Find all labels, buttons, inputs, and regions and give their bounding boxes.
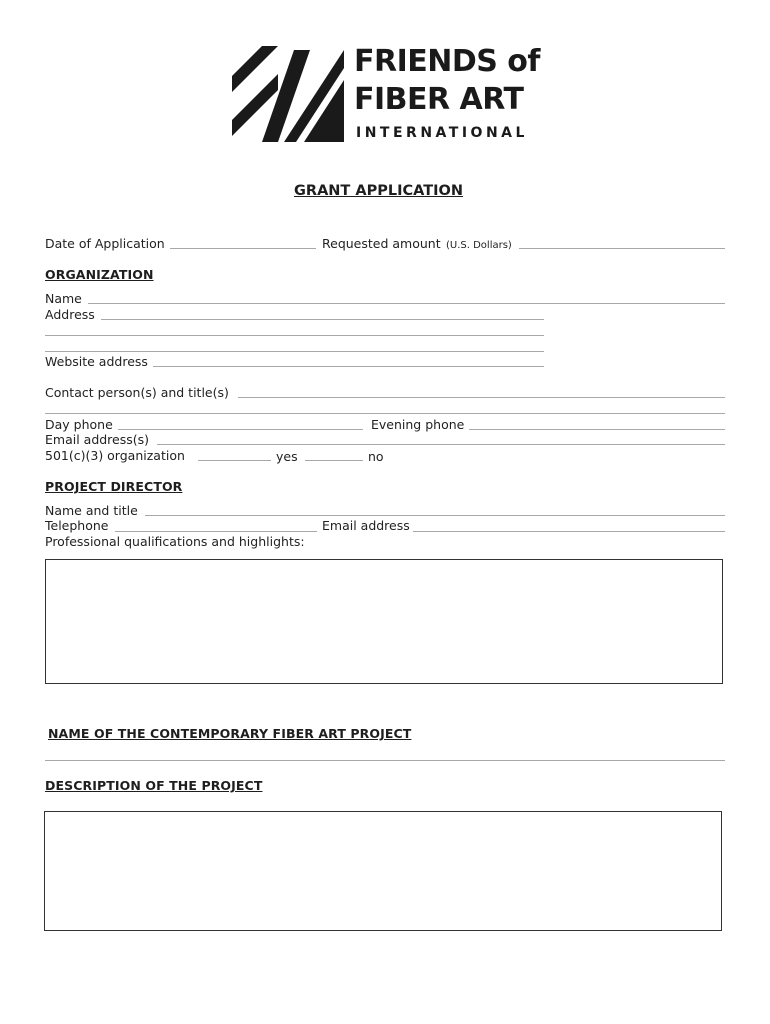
pd-name-title-label: Name and title — [45, 503, 138, 518]
amount-field[interactable] — [519, 248, 725, 249]
contact-field-2[interactable] — [45, 413, 725, 414]
org-email-field[interactable] — [157, 444, 725, 445]
no-label: no — [368, 449, 384, 464]
pd-telephone-label: Telephone — [45, 518, 109, 533]
amount-unit: (U.S. Dollars) — [446, 240, 512, 251]
nonprofit-label: 501(c)(3) organization — [45, 448, 185, 463]
contact-field-1[interactable] — [238, 397, 725, 398]
qualifications-label: Professional qualifications and highlights: — [45, 534, 305, 549]
pd-email-label: Email address — [322, 518, 410, 533]
org-address-field-1[interactable] — [101, 319, 544, 320]
organization-heading: ORGANIZATION — [45, 267, 154, 282]
nonprofit-yes-field[interactable] — [198, 460, 271, 461]
date-label: Date of Application — [45, 236, 165, 251]
amount-label: Requested amount — [322, 236, 441, 251]
project-name-field[interactable] — [45, 760, 725, 761]
org-name-field[interactable] — [88, 303, 725, 304]
evening-phone-label: Evening phone — [371, 417, 465, 432]
project-director-heading: PROJECT DIRECTOR — [45, 479, 183, 494]
yes-label: yes — [276, 449, 298, 464]
website-label: Website address — [45, 354, 148, 369]
description-heading: DESCRIPTION OF THE PROJECT — [45, 778, 263, 793]
logo-line-2: FIBER ART — [354, 82, 524, 117]
date-field[interactable] — [170, 248, 316, 249]
org-email-label: Email address(s) — [45, 432, 150, 447]
pd-telephone-field[interactable] — [115, 531, 317, 532]
qualifications-textbox[interactable] — [45, 559, 723, 684]
org-address-field-2[interactable] — [45, 335, 544, 336]
pd-name-title-field[interactable] — [145, 515, 725, 516]
logo — [230, 44, 540, 144]
org-address-label: Address — [45, 307, 95, 322]
pd-email-field[interactable] — [413, 531, 725, 532]
contact-label: Contact person(s) and title(s) — [45, 385, 229, 400]
logo-line-1: FRIENDS of — [354, 44, 540, 79]
org-name-label: Name — [45, 291, 82, 306]
nonprofit-no-field[interactable] — [305, 460, 363, 461]
logo-line-3: INTERNATIONAL — [356, 125, 528, 141]
project-name-heading: NAME OF THE CONTEMPORARY FIBER ART PROJECT — [48, 726, 412, 741]
form-title: GRANT APPLICATION — [294, 183, 463, 199]
description-textbox[interactable] — [44, 811, 722, 931]
evening-phone-field[interactable] — [469, 429, 725, 430]
day-phone-label: Day phone — [45, 417, 113, 432]
website-field[interactable] — [153, 366, 544, 367]
org-address-field-3[interactable] — [45, 351, 544, 352]
logo-mark — [232, 46, 344, 142]
day-phone-field[interactable] — [118, 429, 363, 430]
